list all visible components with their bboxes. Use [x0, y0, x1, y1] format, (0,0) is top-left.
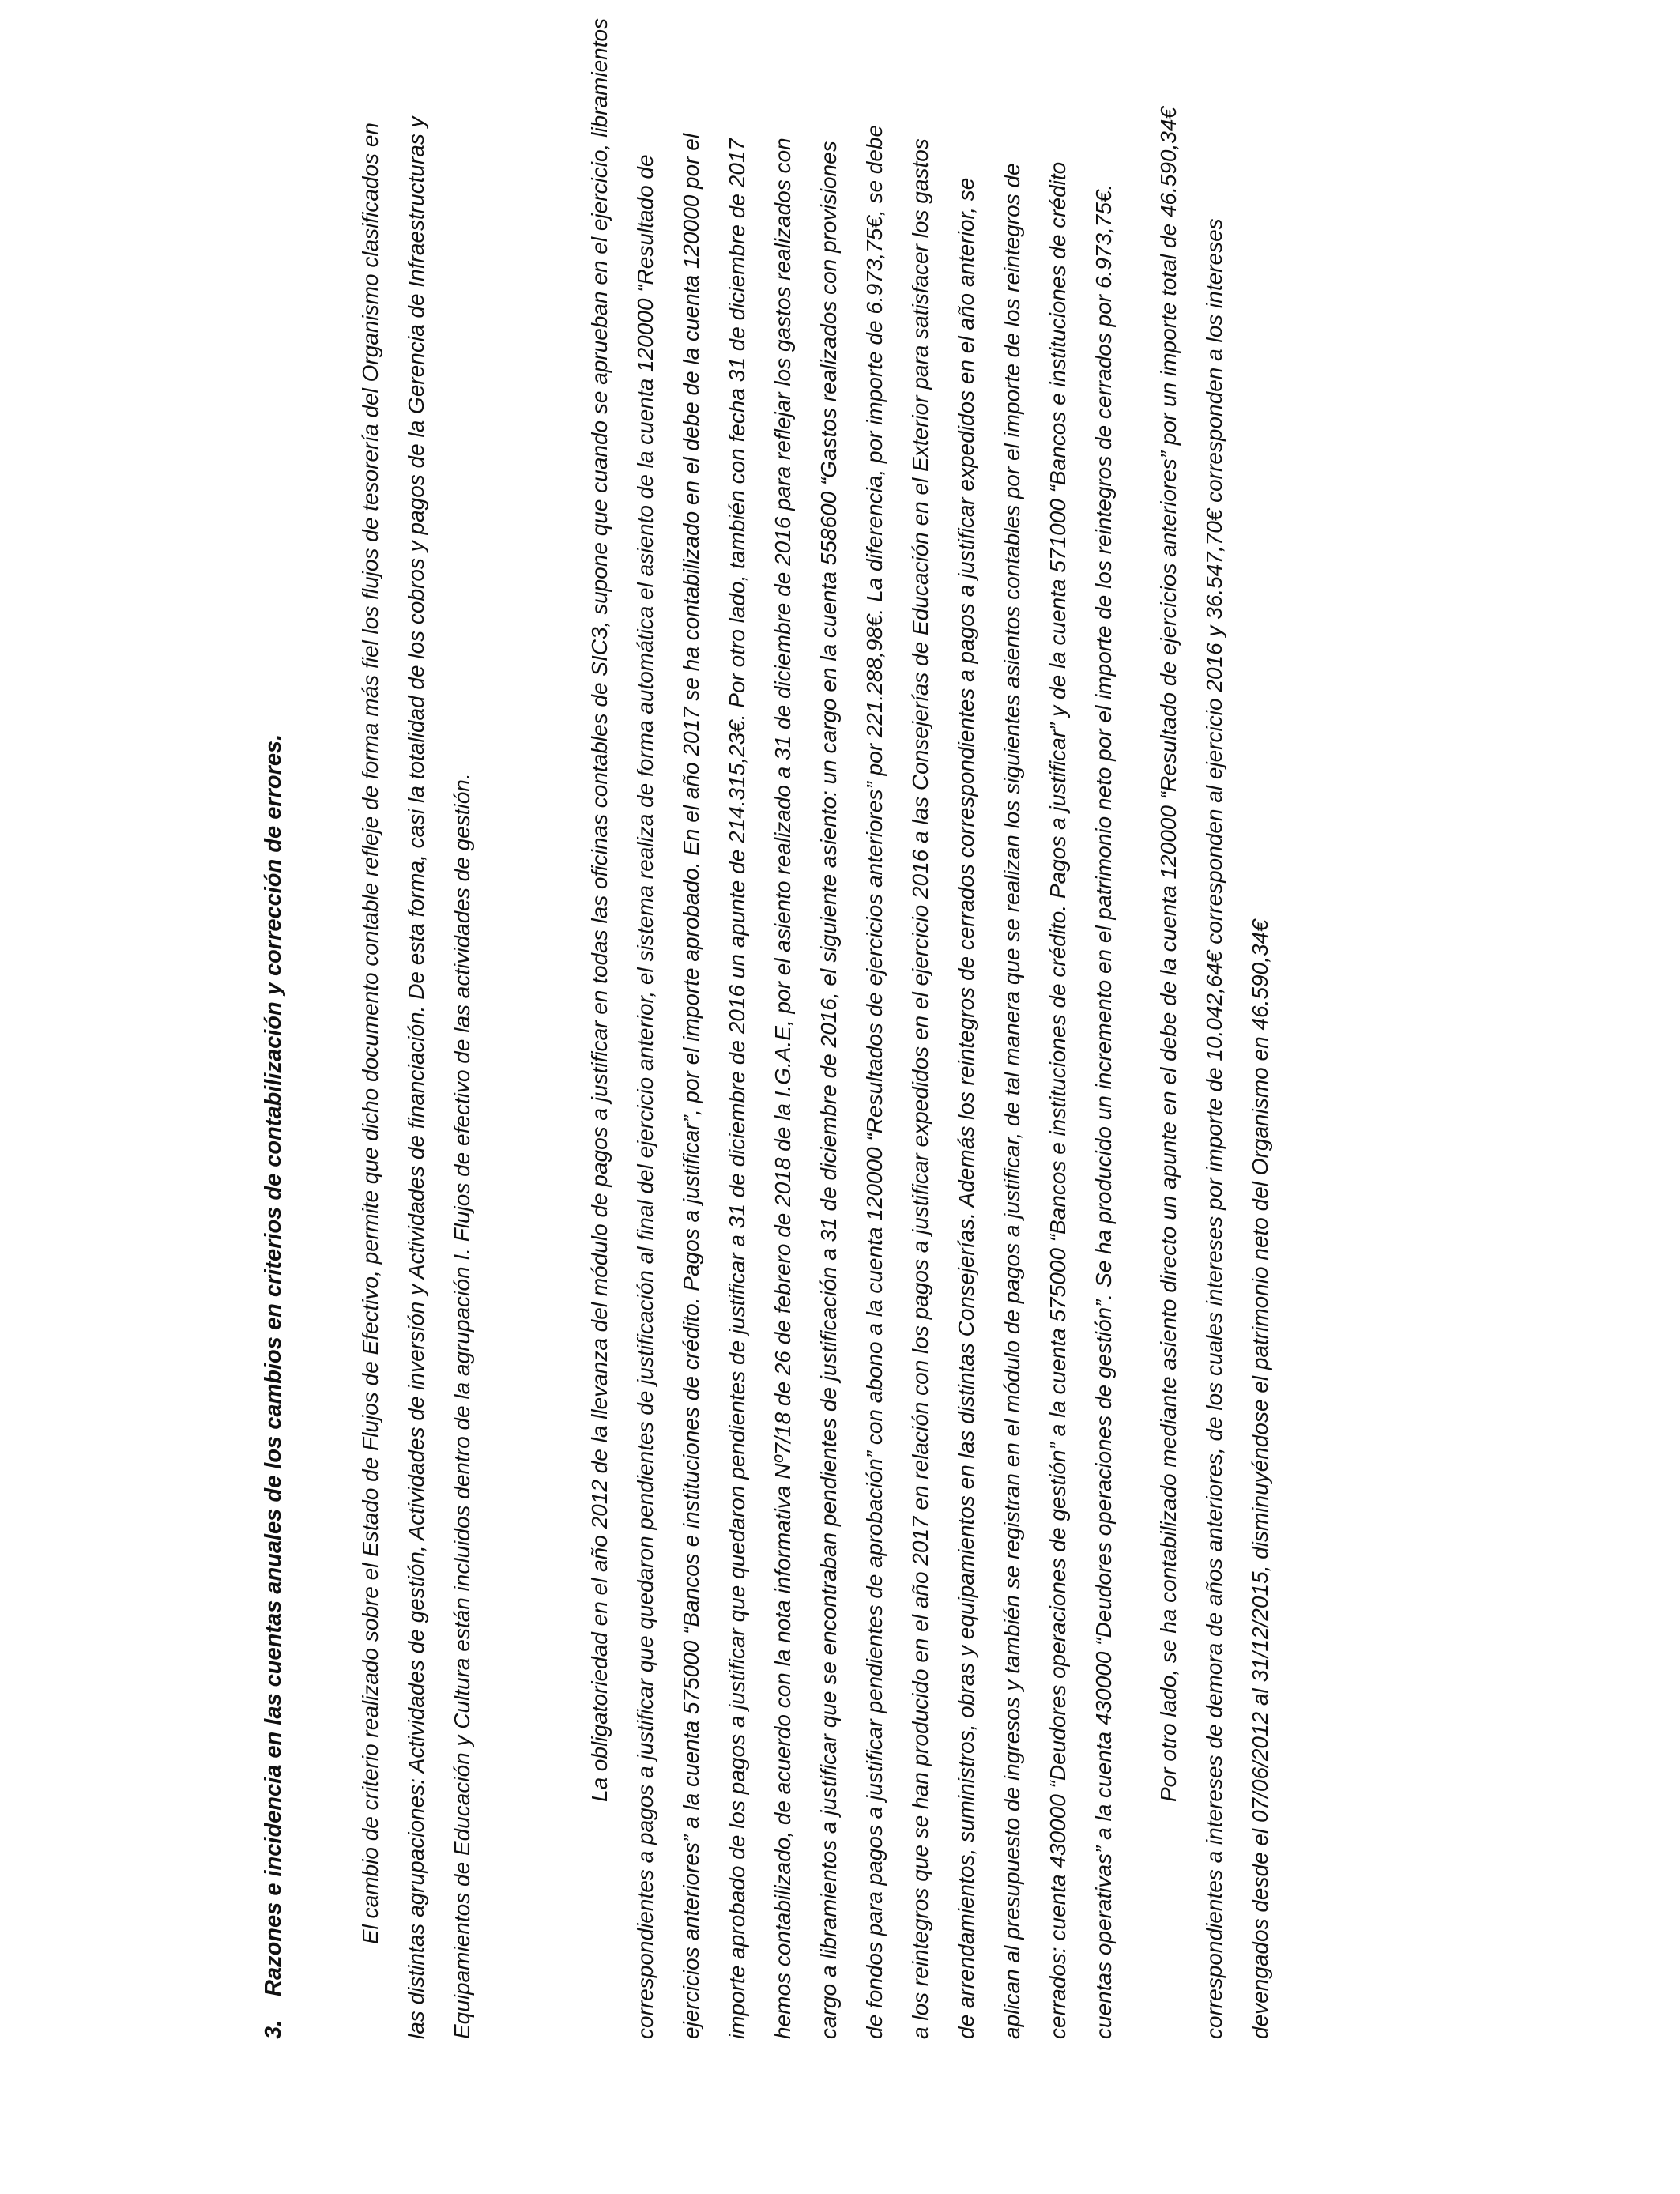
section-number: 3.	[261, 2019, 286, 2039]
paragraph-line: cerrados: cuenta 430000 “Deudores operaciones de gestión” a la cuenta 575000 “Bancos e instituciones de crédito. Pagos a justificar” y de la cuenta 571000 “Bancos e instituciones de crédito	[1045, 161, 1070, 2039]
paragraph-line: cargo a libramientos a justificar que se encontraban pendientes de justificación a 31 de diciembre de 2016, el siguiente asiento: un cargo en la cuenta 558600 “Gastos realizados con provisiones	[816, 141, 841, 2039]
paragraph-line: correspondientes a pagos a justificar que quedaron pendientes de justificación al final del ejercicio anterior, el sistema realiza de forma automática el asiento de la cuenta 120000 “Resultado de	[633, 154, 657, 2039]
paragraph-line: las distintas agrupaciones: Actividades de gestión, Actividades de inversión y Actividades de financiación. De esta forma, casi la totalidad de los cobros y pagos de la Gerencia de Infraestructuras y	[404, 116, 428, 2039]
paragraph-line: La obligatoriedad en el año 2012 de la llevanza del módulo de pagos a justificar en todas las oficinas contables de SIC3, supone que cuando se aprueban en el ejercicio, libramientos	[587, 17, 612, 1802]
paragraph-line: El cambio de criterio realizado sobre el Estado de Flujos de Efectivo, permite que dicho documento contable refleje de forma más fiel los flujos de tesorería del Organismo clasificados en	[358, 123, 382, 1944]
paragraph-line: ejercicios anteriores” a la cuenta 575000 “Bancos e instituciones de crédito. Pagos a justificar”, por el importe aprobado. En el año 2017 se ha contabilizado en el debe de la cuenta 120000 por el	[679, 133, 703, 2039]
paragraph-line: cuentas operativas” a la cuenta 430000 “Deudores operaciones de gestión”. Se ha producido un incremento en el patrimonio neto por el importe de los reintegros de cerrados por 6.973,75€.	[1091, 183, 1116, 2039]
paragraph-line: devengados desde el 07/06/2012 al 31/12/2015, disminuyéndose el patrimonio neto del Organismo en 46.590,34€	[1248, 919, 1272, 2039]
paragraph-intereses-demora	[1146, 47, 1283, 2039]
paragraph-line: Equipamientos de Educación y Cultura están incluidos dentro de la agrupación I. Flujos de efectivo de las actividades de gestión.	[450, 773, 474, 2039]
paragraph-line: a los reintegros que se han producido en el año 2017 en relación con los pagos a justificar expedidos en el ejercicio 2016 a las Consejerías de Educación en el Exterior para satisfacer los gastos	[908, 138, 932, 2039]
paragraph-line: correspondientes a intereses de demora de años anteriores, de los cuales intereses por importe de 10.042,64€ corresponden al ejercicio 2016 y 36.547,70€ corresponden a los intereses	[1202, 218, 1226, 2039]
paragraph-line: aplican al presupuesto de ingresos y también se registran en el módulo de pagos a justificar, de tal manera que se realizan los siguientes asientos contables por el importe de los reintegros de	[1000, 163, 1024, 2039]
rotated-text-block	[261, 17, 1399, 2039]
paragraph-pagos-a-justificar	[577, 17, 1127, 2039]
section-heading	[261, 47, 292, 2039]
paragraph-line: hemos contabilizado, de acuerdo con la nota informativa Nº7/18 de 26 de febrero de 2018 de la I.G.A.E, por el asiento realizado a 31 de diciembre de 2016 para reflejar los gastos realizados con	[770, 138, 795, 2039]
paragraph-line: de fondos para pagos a justificar pendientes de aprobación” con abono a la cuenta 120000 “Resultados de ejercicios anteriores” por 221.288,98€. La diferencia, por importe de 6.973,75€, se debe	[862, 124, 887, 2039]
paragraph-line: de arrendamientos, suministros, obras y equipamientos en las distintas Consejerías. Además los reintegros de cerrados correspondientes a pagos a justificar expedidos en el año anterior, se	[954, 177, 978, 2039]
paragraph-line: importe aprobado de los pagos a justificar que quedaron pendientes de justificar a 31 de diciembre de 2016 un apunte de 214.315,23€. Por otro lado, también con fecha 31 de diciembre de 2017	[725, 138, 749, 2039]
section-title: Razones e incidencia en las cuentas anuales de los cambios en criterios de contabilización y corrección de errores.	[261, 733, 286, 1996]
paragraph-line: Por otro lado, se ha contabilizado mediante asiento directo un apunte en el debe de la cuenta 120000 “Resultado de ejercicios anteriores” por un importe total de 46.590,34€	[1156, 107, 1181, 1802]
paragraph-criteria-change	[348, 47, 485, 2039]
